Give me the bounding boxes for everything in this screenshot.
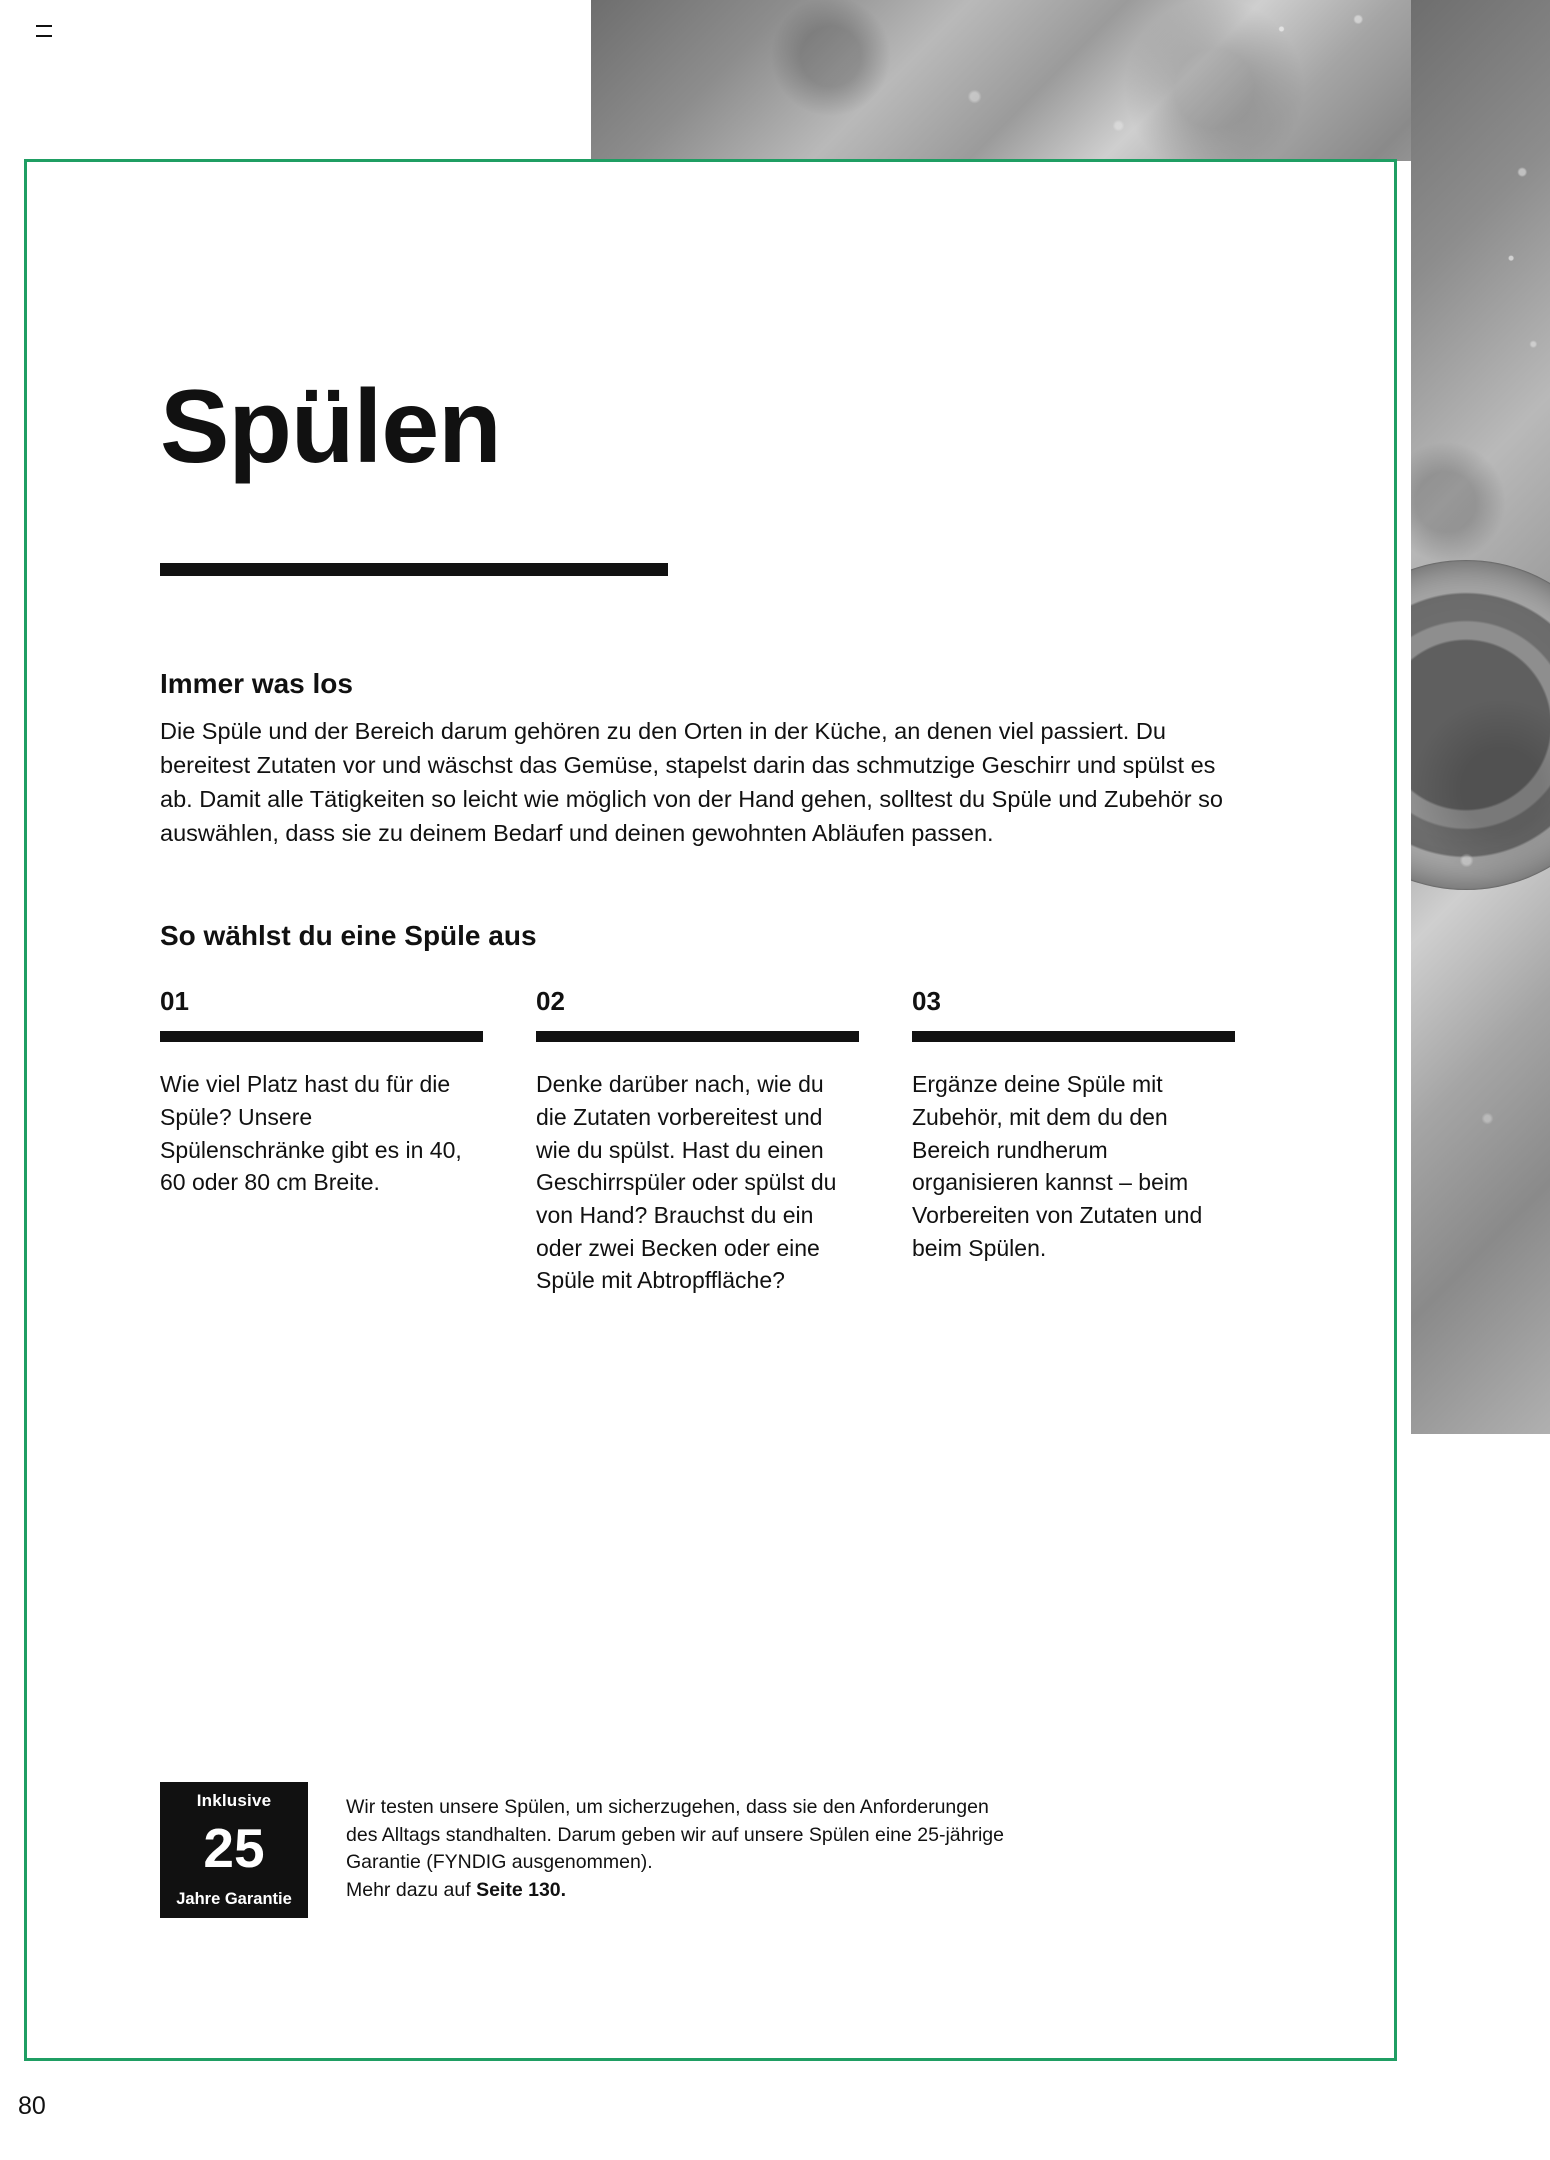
crop-mark-icon	[36, 25, 52, 37]
step-rule	[912, 1031, 1235, 1042]
step-item	[160, 986, 483, 1297]
guarantee-line-2: des Alltags standhalten. Darum geben wir auf unsere Spülen eine 25-jährige	[346, 1823, 1005, 1846]
step-text: Ergänze deine Spüle mit Zubehör, mit dem du den Bereich rundherum organisieren kannst – beim Vorbereiten von Zutaten und beim Spülen.	[912, 1071, 1203, 1261]
header-photo-right	[1411, 0, 1550, 1434]
page-number: 80	[18, 2092, 46, 2120]
step-text: Denke darüber nach, wie du die Zutaten vorbereitest und wie du spülst. Hast du einen Geschirrspüler oder spülst du von Hand? Brauchst du ein oder zwei Becken oder eine Spüle mit Abtropffläche?	[536, 1071, 837, 1294]
step-number: 02	[536, 986, 565, 1017]
step-rule	[160, 1031, 483, 1042]
step-rule	[536, 1031, 859, 1042]
title-rule	[160, 563, 668, 576]
step-item	[912, 986, 1235, 1297]
header-photo-top	[591, 0, 1550, 161]
step-number: 01	[160, 986, 189, 1017]
article-content	[160, 369, 1250, 1297]
guarantee-line-1: Wir testen unsere Spülen, um sicherzugehen, dass sie den Anforderungen	[346, 1796, 989, 1818]
guarantee-badge	[160, 1782, 308, 1918]
badge-bottom-label: Jahre Garantie	[176, 1890, 292, 1908]
step-number: 03	[912, 986, 941, 1017]
guarantee-line-3: Garantie (FYNDIG ausgenommen).	[346, 1851, 653, 1874]
steps-heading: So wählst du eine Spüle aus	[160, 920, 537, 952]
guarantee-line-4-prefix: Mehr dazu auf	[346, 1879, 477, 1902]
badge-number: 25	[203, 1817, 265, 1880]
lead-heading: Immer was los	[160, 668, 353, 699]
step-text: Wie viel Platz hast du für die Spüle? Unsere Spülenschränke gibt es in 40, 60 oder 80 cm Breite.	[160, 1071, 462, 1196]
page-title: Spülen	[160, 369, 501, 485]
guarantee-block	[160, 1782, 1076, 1918]
lead-body: Die Spüle und der Bereich darum gehören zu den Orten in der Küche, an denen viel passiert. Du bereitest Zutaten vor und wäschst das Gemüse, stapelst darin das schmutzige Geschirr und spülst es ab. Damit alle Tätigkeiten so leicht wie möglich von der Hand gehen, solltest du Spüle und Zubehör so auswählen, dass sie zu deinem Bedarf und deinen gewohnten Abläufen passen.	[160, 718, 1223, 847]
steps-list	[160, 986, 1250, 1297]
guarantee-text	[346, 1794, 1076, 1905]
guarantee-page-reference: Seite 130.	[476, 1879, 567, 1902]
step-item	[536, 986, 859, 1297]
badge-top-label: Inklusive	[196, 1791, 272, 1810]
